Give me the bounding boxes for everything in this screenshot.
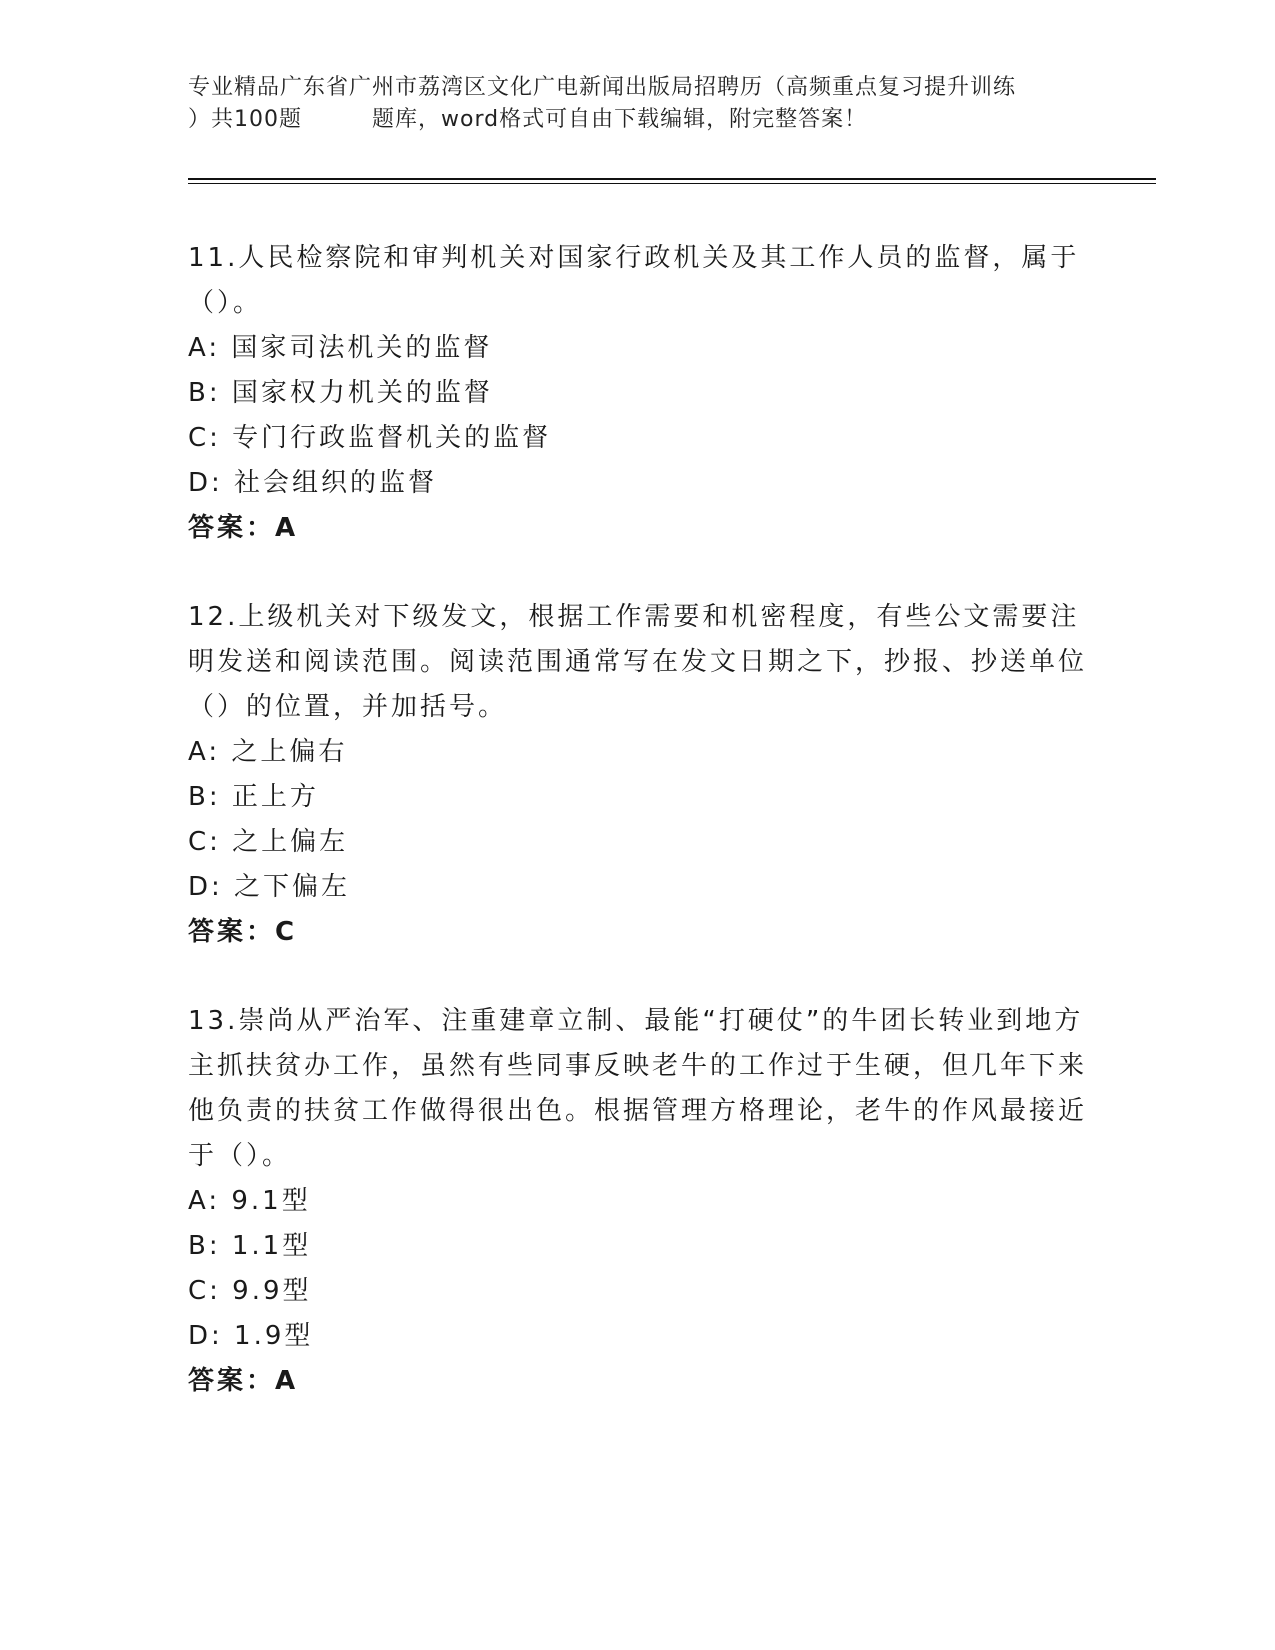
option-b: B: 正上方 bbox=[188, 782, 319, 812]
option-c: C: 之上偏左 bbox=[188, 827, 349, 857]
question-13 bbox=[188, 999, 1088, 1404]
option-d: D: 之下偏左 bbox=[188, 872, 351, 902]
option-b: B: 国家权力机关的监督 bbox=[188, 378, 493, 408]
question-stem: 12.上级机关对下级发文，根据工作需要和机密程度，有些公文需要注明发送和阅读范围。阅读范围通常写在发文日期之下，抄报、抄送单位（）的位置，并加括号。 bbox=[188, 602, 1088, 722]
question-list bbox=[188, 236, 1088, 1448]
answer-line bbox=[188, 506, 1088, 551]
answer-label: 答案： bbox=[188, 1366, 276, 1396]
header-title-line-1: 专业精品广东省广州市荔湾区文化广电新闻出版局招聘历（高频重点复习提升训练 bbox=[188, 75, 1017, 100]
page-header bbox=[188, 72, 1088, 136]
option-c: C: 9.9型 bbox=[188, 1276, 312, 1306]
option-a: A: 9.1型 bbox=[188, 1186, 311, 1216]
option-d: D: 社会组织的监督 bbox=[188, 468, 438, 498]
option-d: D: 1.9型 bbox=[188, 1321, 314, 1351]
answer-label: 答案： bbox=[188, 513, 276, 543]
question-11 bbox=[188, 236, 1088, 551]
option-a: A: 之上偏右 bbox=[188, 737, 348, 767]
answer-value: A bbox=[275, 1366, 299, 1396]
answer-line bbox=[188, 910, 1088, 955]
header-divider-thin bbox=[188, 183, 1156, 184]
question-stem: 13.崇尚从严治军、注重建章立制、最能“打硬仗”的牛团长转业到地方主抓扶贫办工作，虽然有些同事反映老牛的工作过于生硬，但几年下来他负责的扶贫工作做得很出色。根据管理方格理论，老牛的作风最接近于（）。 bbox=[188, 1006, 1088, 1171]
answer-line bbox=[188, 1359, 1088, 1404]
answer-value: C bbox=[275, 917, 298, 947]
option-c: C: 专门行政监督机关的监督 bbox=[188, 423, 552, 453]
header-divider-thick bbox=[188, 178, 1156, 180]
answer-label: 答案： bbox=[188, 917, 276, 947]
header-count: ）共100题 bbox=[188, 107, 302, 132]
header-description: 题库，word格式可自由下载编辑，附完整答案！ bbox=[372, 107, 868, 132]
header-title-line-2 bbox=[188, 104, 1088, 136]
option-b: B: 1.1型 bbox=[188, 1231, 312, 1261]
question-12 bbox=[188, 595, 1088, 955]
question-stem: 11.人民检察院和审判机关对国家行政机关及其工作人员的监督，属于（）。 bbox=[188, 243, 1080, 318]
answer-value: A bbox=[275, 513, 299, 543]
option-a: A: 国家司法机关的监督 bbox=[188, 333, 493, 363]
